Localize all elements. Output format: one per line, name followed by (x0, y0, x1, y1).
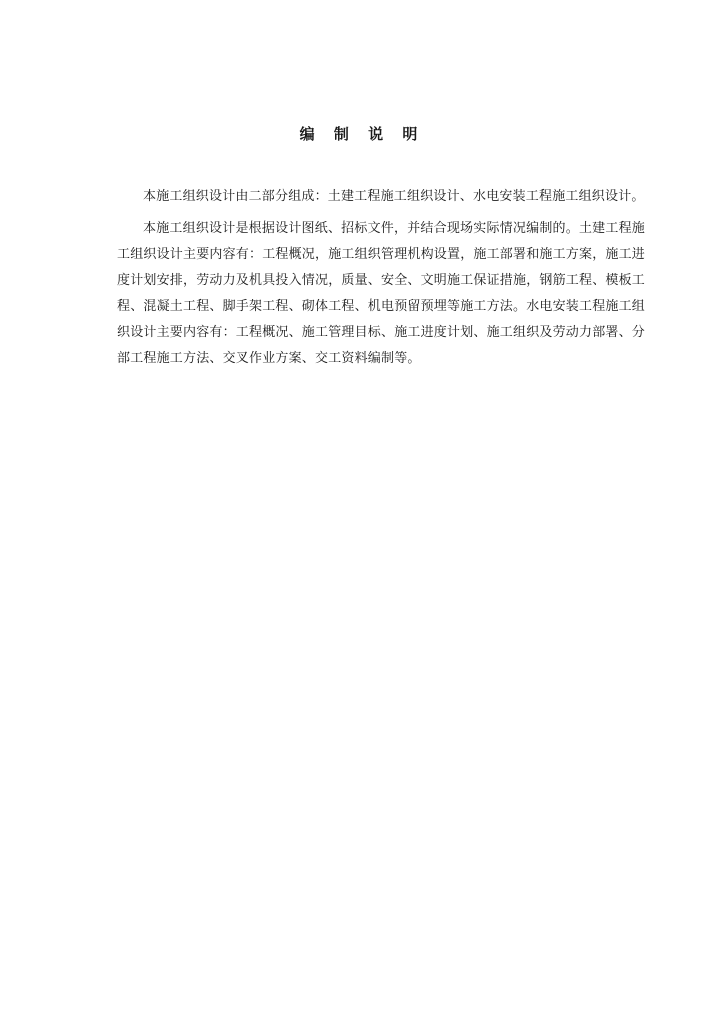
document-body (117, 184, 645, 378)
document-title: 编 制 说 明 (299, 125, 425, 143)
paragraph-contents: 本施工组织设计是根据设计图纸、招标文件，并结合现场实际情况编制的。土建工程施工组织设计主要内容有：工程概况，施工组织管理机构设置，施工部署和施工方案，施工进度计划安排，劳动力及机具投入情况，质量、安全、文明施工保证措施，钢筋工程、模板工程、混凝土工程、脚手架工程、砌体工程、机电预留预埋等施工方法。水电安装工程施工组织设计主要内容有：工程概况、施工管理目标、施工进度计划、施工组织及劳动力部署、分部工程施工方法、交叉作业方案、交工资料编制等。 (117, 221, 646, 366)
paragraph-composition: 本施工组织设计由二部分组成：土建工程施工组织设计、水电安装工程施工组织设计。 (143, 189, 645, 204)
